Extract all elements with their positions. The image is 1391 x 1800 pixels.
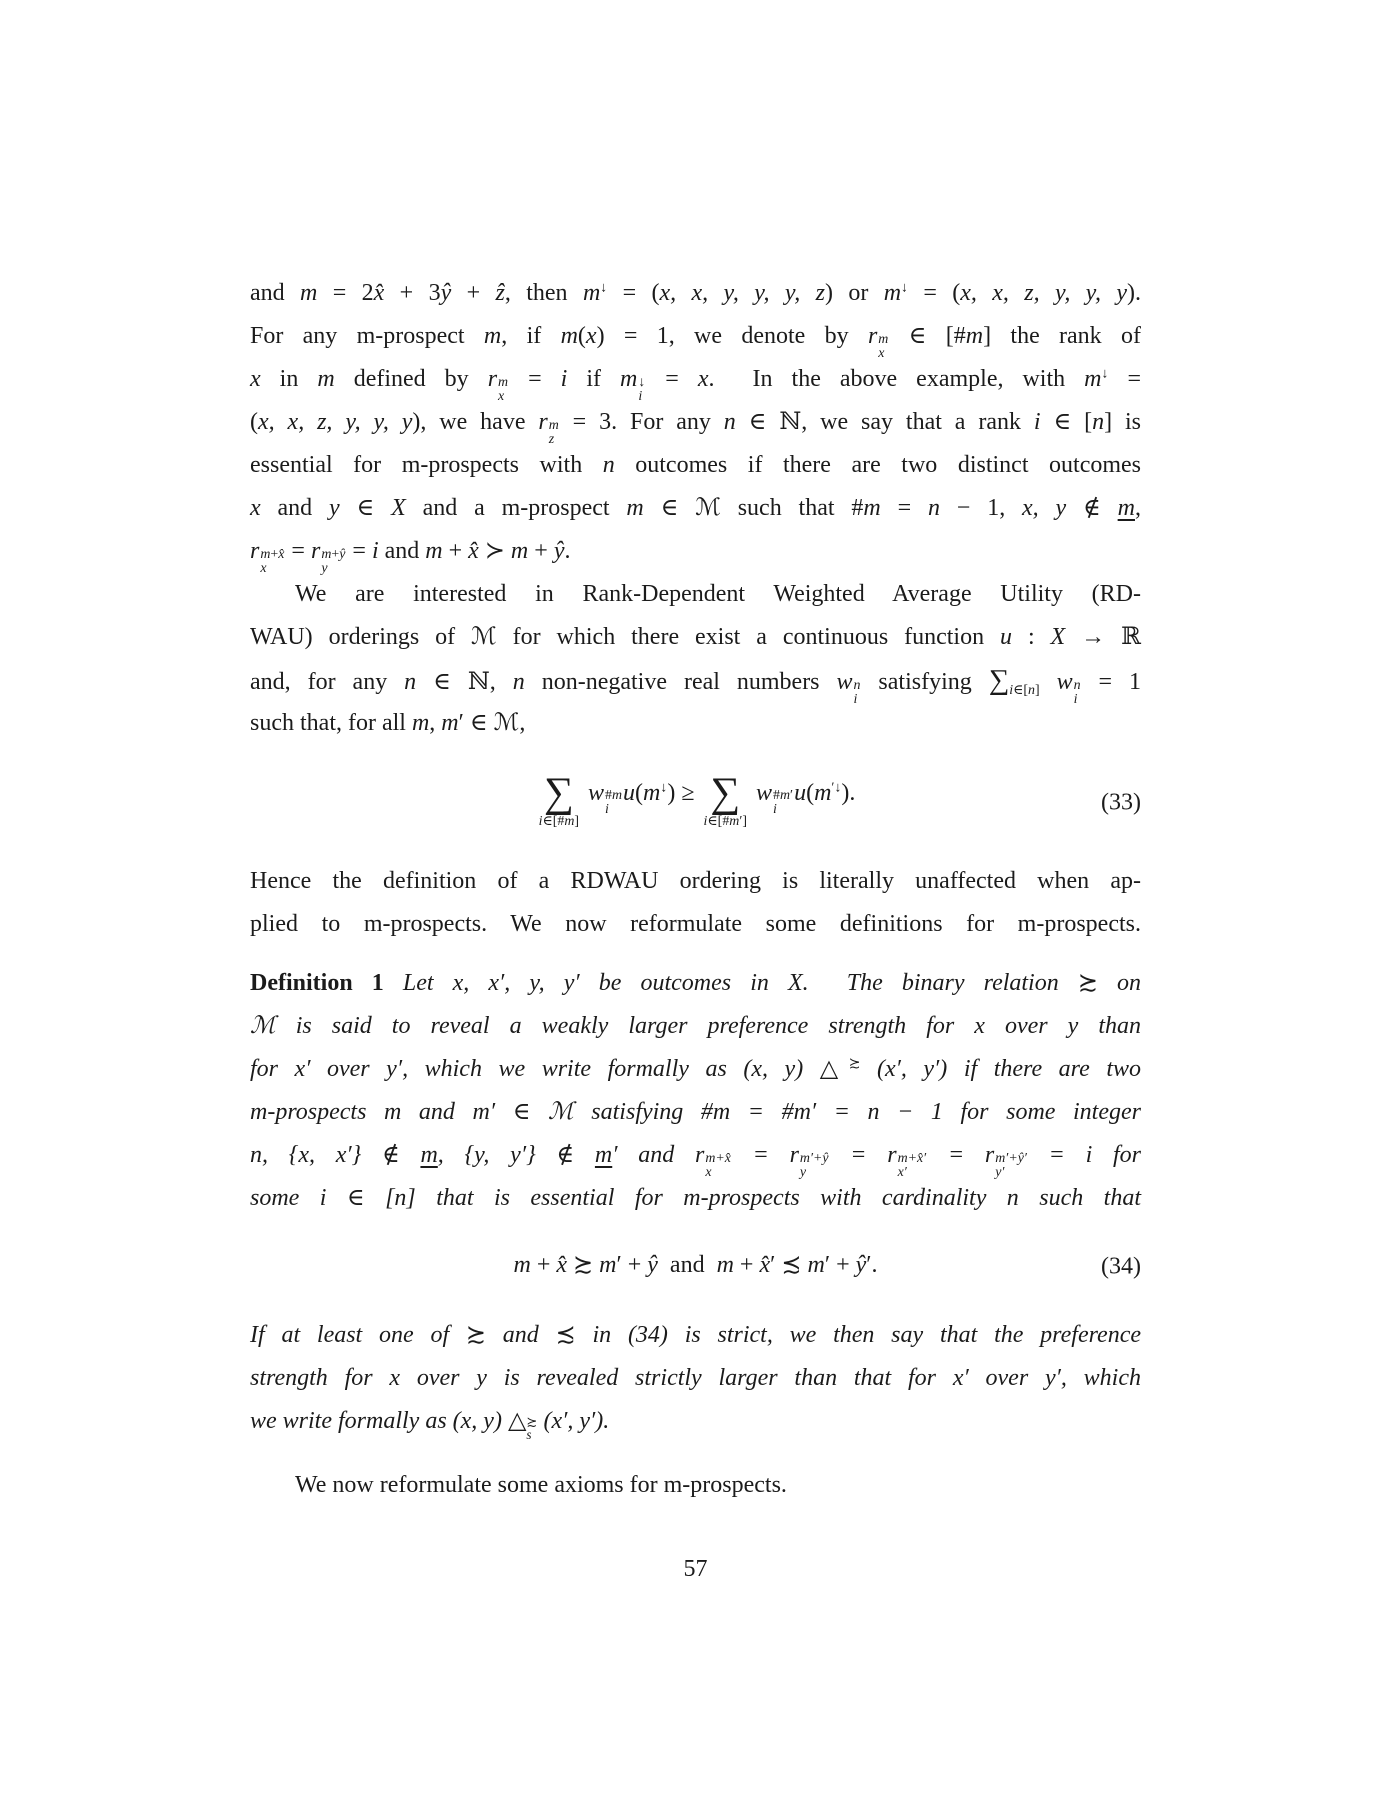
definition-1-line-2: ℳ is said to reveal a weakly larger preference strength for x over y than [250,1013,1141,1039]
equation-34-body: m + x̂ ≿ m′ + ŷ and m + x̂′ ≾ m′ + ŷ′. [513,1251,878,1278]
paragraph-1 [250,272,1142,576]
paragraph-1-line-2: For any m-prospect m, if m(x) = 1, we denote by r m x ∈ [#m] the rank of [250,323,1141,361]
paragraph-1-line-7: r m+x̂ x = r m+ŷ y = i and m + x̂ ≻ m + ŷ. [250,538,571,576]
paragraph-3-line-1: Hence the definition of a RDWAU ordering is literally unaffected when ap- [250,868,1141,894]
paragraph-5-line-1: We now reformulate some axioms for m-prospects. [295,1472,787,1498]
paragraph-2-line-3: and, for any n ∈ ℕ, n non-negative real numbers w n i satisfying $\sum_{i\in[n]}$ w n i = 1 [250,664,1142,707]
definition-1-line-3: for x′ over y′, which we write formally as (x, y) △≿ (x′, y′) if there are two [250,1056,1141,1082]
paragraph-1-line-6: x and y ∈ X and a m-prospect m ∈ ℳ such that #m = n − 1, x, y ∉ m, [250,495,1141,521]
definition-1-line-1: Definition 1 Let x, x′, y, y′ be outcomes in X. The binary relation ≿ on [250,970,1142,996]
paragraph-4 [250,1314,1141,1443]
paragraph-2 [250,573,1141,745]
definition-1 [250,962,1141,1220]
paragraph-4-line-3: we write formally as (x, y) △ ≿ s (x′, y′). [250,1408,610,1442]
paragraph-3-line-2: plied to m-prospects. We now reformulate some definitions for m-prospects. [250,911,1141,937]
paragraph-2-line-2: WAU) orderings of ℳ for which there exist a continuous function u : X → ℝ [250,624,1142,650]
equation-33-body: ∑ i∈[#m] w #m i u(m↓) ≥ ∑ i∈[#m′] w #m′ i u(m′↓). [538,769,856,829]
equation-33 [250,745,1141,860]
paragraph-1-line-5: essential for m-prospects with n outcomes if there are two distinct outcomes [250,452,1141,478]
paragraph-4-line-1: If at least one of ≿ and ≾ in (34) is strict, we then say that the preference [250,1322,1142,1348]
paragraph-2-line-1: We are interested in Rank-Dependent Weighted Average Utility (RD- [295,581,1141,607]
paragraph-5 [250,1464,1141,1507]
definition-1-line-6: some i ∈ [n] that is essential for m-prospects with cardinality n such that [250,1185,1141,1211]
paragraph-1-line-3: x in m defined by r m x = i if m ↓ i = x. In the above example, with m↓ = [250,366,1141,404]
text-column [250,0,1141,1507]
paragraph-2-line-4: such that, for all m, m′ ∈ ℳ, [250,710,526,736]
paragraph-4-line-2: strength for x over y is revealed strictly larger than that for x′ over y′, which [250,1365,1141,1391]
paragraph-1-line-1: and m = 2x̂ + 3ŷ + ẑ, then m↓ = (x, x, y, y, y, z) or m↓ = (x, x, z, y, y, y). [250,280,1142,306]
paragraph-3 [250,860,1141,946]
definition-1-line-5: n, {x, x′} ∉ m, {y, y′} ∉ m′ and r m+x̂ x = r m′+ŷ y = r m+x̂′ x′ = r m′+ŷ′ y′ = i for [250,1142,1141,1180]
definition-1-line-4: m-prospects m and m′ ∈ ℳ satisfying #m = #m′ = n − 1 for some integer [250,1099,1141,1125]
page-number: 57 [683,1556,708,1582]
equation-34 [250,1220,1141,1314]
equation-34-number: (34) [1101,1253,1141,1280]
equation-33-number: (33) [1101,789,1141,815]
paragraph-1-line-4: (x, x, z, y, y, y), we have r m z = 3. For any n ∈ ℕ, we say that a rank i ∈ [n] is [250,409,1142,447]
